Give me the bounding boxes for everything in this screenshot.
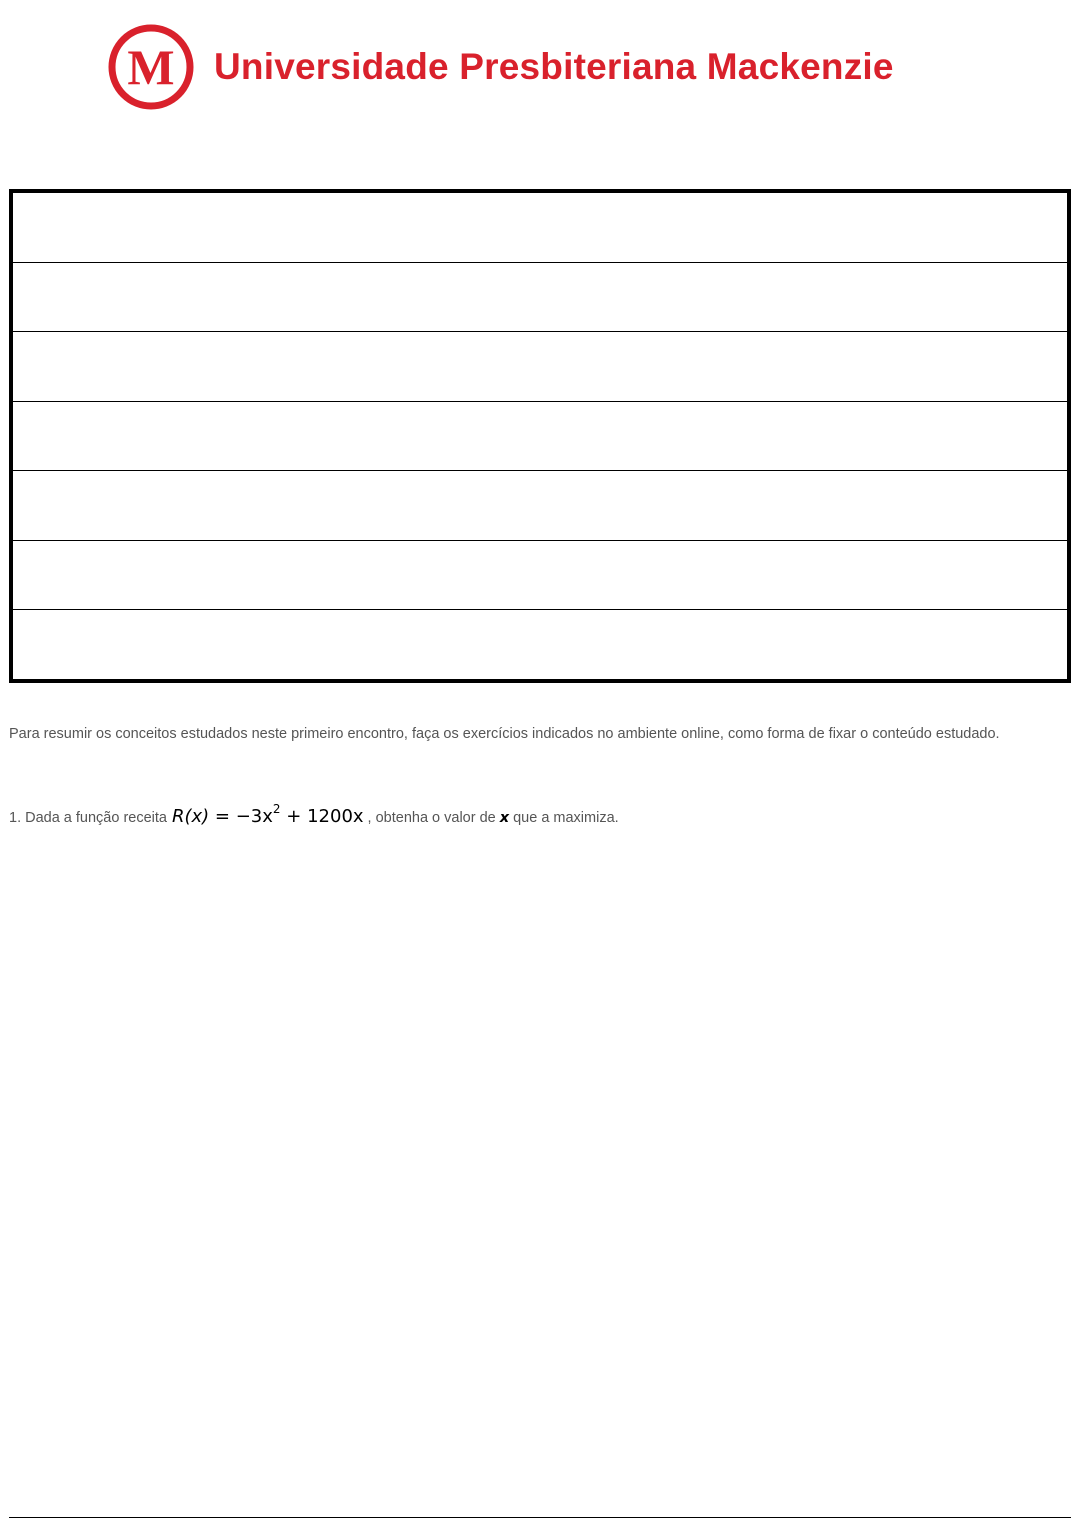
table-row (13, 610, 1067, 679)
table-row (13, 402, 1067, 472)
exercise-text-middle: , obtenha o valor de (367, 810, 496, 826)
revenue-formula (172, 802, 364, 827)
footer-divider (9, 1517, 1071, 1518)
formula-exponent: 2 (272, 802, 281, 816)
mackenzie-logo-icon (108, 24, 194, 110)
table-row (13, 193, 1067, 263)
formula-term1: −3x (235, 806, 273, 827)
formula-term2: + 1200x (286, 806, 364, 827)
exercise-number: 1. (9, 810, 22, 826)
institution-name: Universidade Presbiteriana Mackenzie (214, 46, 894, 87)
logo-letter: M (127, 39, 175, 95)
header (108, 22, 894, 112)
exercise-item (9, 802, 619, 827)
table-row (13, 332, 1067, 402)
exercise-text-after: que a maximiza. (513, 810, 619, 826)
ruled-table (9, 189, 1071, 683)
intro-paragraph: Para resumir os conceitos estudados neste primeiro encontro, faça os exercícios indicados no ambiente online, como forma de fixar o conteúdo estudado. (9, 726, 1000, 742)
variable-x: x (499, 810, 510, 826)
table-row (13, 541, 1067, 611)
table-row (13, 471, 1067, 541)
table-row (13, 263, 1067, 333)
exercise-text-before: Dada a função receita (25, 810, 167, 826)
formula-lhs: R(x) = (171, 806, 230, 827)
